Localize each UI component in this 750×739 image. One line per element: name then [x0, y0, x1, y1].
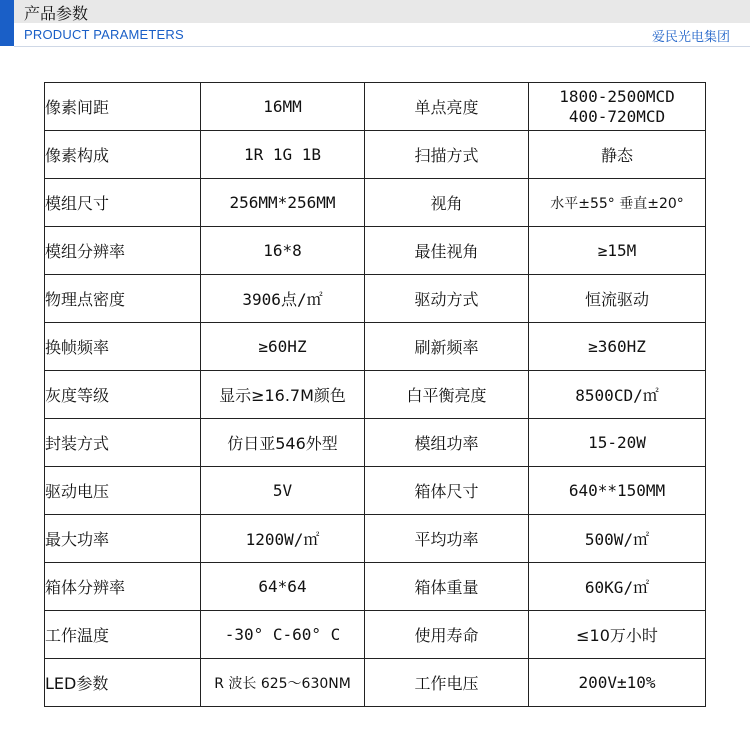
param-label: 工作电压 [365, 659, 529, 707]
section-header [0, 0, 750, 46]
param-value: 1R 1G 1B [201, 131, 365, 179]
param-label: 扫描方式 [365, 131, 529, 179]
param-value: 8500CD/㎡ [529, 371, 706, 419]
table-row [45, 515, 706, 563]
param-label: 模组功率 [365, 419, 529, 467]
table-row [45, 611, 706, 659]
param-value: -30° C-60° C [201, 611, 365, 659]
section-subtitle: PRODUCT PARAMETERS [24, 27, 184, 42]
param-value: ≥360HZ [529, 323, 706, 371]
param-value: 200V±10% [529, 659, 706, 707]
table-row [45, 371, 706, 419]
param-label: 箱体重量 [365, 563, 529, 611]
param-value: 1200W/㎡ [201, 515, 365, 563]
param-label: 单点亮度 [365, 83, 529, 131]
header-accent-bar [0, 0, 14, 46]
param-label: 灰度等级 [45, 371, 201, 419]
param-label: LED参数 [45, 659, 201, 707]
param-label: 视角 [365, 179, 529, 227]
param-value: 500W/㎡ [529, 515, 706, 563]
param-label: 像素构成 [45, 131, 201, 179]
param-label: 工作温度 [45, 611, 201, 659]
param-label: 封装方式 [45, 419, 201, 467]
param-value: 64*64 [201, 563, 365, 611]
param-label: 像素间距 [45, 83, 201, 131]
table-row [45, 659, 706, 707]
param-label: 最大功率 [45, 515, 201, 563]
param-value: ≥15M [529, 227, 706, 275]
param-label: 白平衡亮度 [365, 371, 529, 419]
param-value: 恒流驱动 [529, 275, 706, 323]
param-label: 模组尺寸 [45, 179, 201, 227]
param-value: 显示≥16.7M颜色 [201, 371, 365, 419]
param-value: 5V [201, 467, 365, 515]
param-value: R 波长 625～630NM [201, 659, 365, 707]
param-value: 256MM*256MM [201, 179, 365, 227]
table-row [45, 467, 706, 515]
param-label: 箱体分辨率 [45, 563, 201, 611]
param-value-line: 400-720MCD [568, 106, 666, 126]
param-label: 模组分辨率 [45, 227, 201, 275]
param-value: 16*8 [201, 227, 365, 275]
param-value: 16MM [201, 83, 365, 131]
param-value: 15-20W [529, 419, 706, 467]
table-row [45, 83, 706, 131]
table-row [45, 323, 706, 371]
parameters-table [44, 82, 706, 707]
param-label: 刷新频率 [365, 323, 529, 371]
param-value: 640**150MM [529, 467, 706, 515]
param-label: 换帧频率 [45, 323, 201, 371]
param-label: 驱动方式 [365, 275, 529, 323]
table-row [45, 227, 706, 275]
param-label: 箱体尺寸 [365, 467, 529, 515]
param-label: 使用寿命 [365, 611, 529, 659]
param-label: 平均功率 [365, 515, 529, 563]
param-value: 3906点/㎡ [201, 275, 365, 323]
param-value-line: 1800-2500MCD [559, 86, 675, 106]
param-value: 60KG/㎡ [529, 563, 706, 611]
param-label: 驱动电压 [45, 467, 201, 515]
header-band [14, 0, 750, 23]
param-label: 物理点密度 [45, 275, 201, 323]
param-value: 仿日亚546外型 [201, 419, 365, 467]
table-row [45, 419, 706, 467]
section-title: 产品参数 [24, 4, 89, 23]
table-row [45, 275, 706, 323]
table-row [45, 131, 706, 179]
table-row [45, 563, 706, 611]
param-value: ≥60HZ [201, 323, 365, 371]
param-value [529, 83, 706, 131]
param-value: ≤10万小时 [529, 611, 706, 659]
param-label: 最佳视角 [365, 227, 529, 275]
param-value: 水平±55° 垂直±20° [529, 179, 706, 227]
company-name: 爱民光电集团 [651, 30, 730, 45]
param-value: 静态 [529, 131, 706, 179]
table-row [45, 179, 706, 227]
